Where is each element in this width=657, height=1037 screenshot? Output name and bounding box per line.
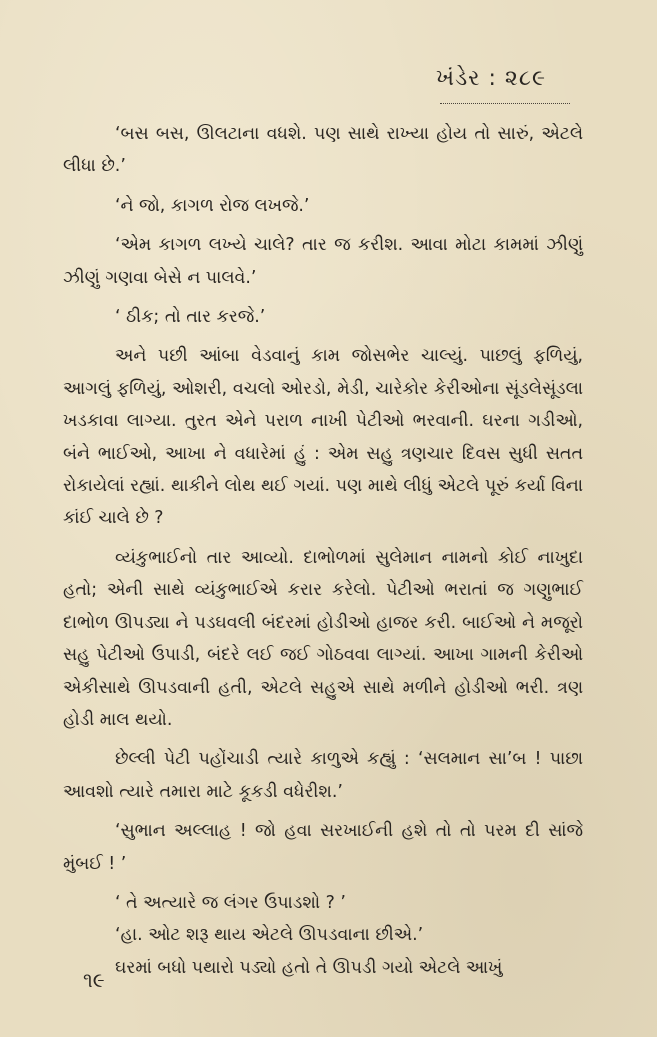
paragraph: ઘરમાં બધો પથારો પડ્યો હતો તે ઊપડી ગયો એટલે આખું bbox=[115, 957, 503, 978]
paragraph: ‘ ઠીક; તો તાર કરજે.’ bbox=[115, 307, 266, 328]
paragraph: ‘સુભાન અલ્લાહ ! જો હવા સરખાઈની હશે તો તો પરમ દી સાંજે મુંબઈ ! ’ bbox=[63, 821, 583, 874]
body-text bbox=[63, 118, 583, 984]
paragraph: ‘ તે અત્યારે જ લંગર ઉપાડશો ? ’ bbox=[115, 892, 346, 913]
paragraph: અને પછી આંબા વેડવાનું કામ જોસભેર ચાલ્યું. પાછલું ફળિયું, આગલું ફળિયું, ઓશરી, વચલો ઓરડો, મેડી, ચારેકોર કેરીઓના સૂંડલેસૂંડલા ખડકાવા લાગ્યા. તુરત એને પરાળ નાખી પેટીઓ ભરવાની. ઘરના ગડીઓ, બંને ભાઈઓ, આખા ને વધારેમાં હું : એમ સહુ ત્રણચાર દિવસ સુધી સતત રોકાયેલાં રહ્યાં. થાકીને લોથ થઈ ગયાં. પણ માથે લીધું એટલે પૂરું કર્યા વિના કાંઈ ચાલે છે ? bbox=[63, 346, 583, 529]
paragraph: ‘ને જો, કાગળ રોજ લખજે.’ bbox=[115, 195, 310, 216]
paragraph: ‘એમ કાગળ લખ્યે ચાલે? તાર જ કરીશ. આવા મોટા કામમાં ઝીણું ઝીણું ગણવા બેસે ન પાલવે.’ bbox=[63, 235, 583, 288]
running-head-rule bbox=[440, 103, 570, 104]
paragraph: ‘બસ બસ, ઊલટાના વધશે. પણ સાથે રાખ્યા હોય તો સારું, એટલે લીધા છે.’ bbox=[63, 124, 583, 177]
paragraph: ‘હા. ઓટ શરૂ થાય એટલે ઊપડવાના છીએ.’ bbox=[115, 925, 424, 946]
paragraph: વ્યંકુભાઈનો તાર આવ્યો. દાભોળમાં સુલેમાન નામનો કોઈ નાખુદા હતો; એની સાથે વ્યંકુભાઈએ કરાર કરેલો. પેટીઓ ભરાતાં જ ગણુભાઈ દાભોળ ઊપડ્યા ને પડઘવલી બંદરમાં હોડીઓ હાજર કરી. બાઈઓ ને મજૂરો સહુ પેટીઓ ઉપાડી, બંદરે લઈ જઈ ગોઠવવા લાગ્યાં. આખા ગામની કેરીઓ એકીસાથે ઊપડવાની હતી, એટલે સહુએ સાથે મળીને હોડીઓ ભરી. ત્રણ હોડી માલ થયો. bbox=[63, 547, 583, 730]
page-number: ૧૯ bbox=[83, 968, 105, 992]
paragraph: છેલ્લી પેટી પહોંચાડી ત્યારે કાળુએ કહ્યું : ‘સલમાન સા’બ ! પાછા આવશો ત્યારે તમારા માટે કૂકડી વધેરીશ.’ bbox=[63, 749, 583, 802]
running-head: ખંડેર : ૨૮૯ bbox=[436, 66, 546, 91]
